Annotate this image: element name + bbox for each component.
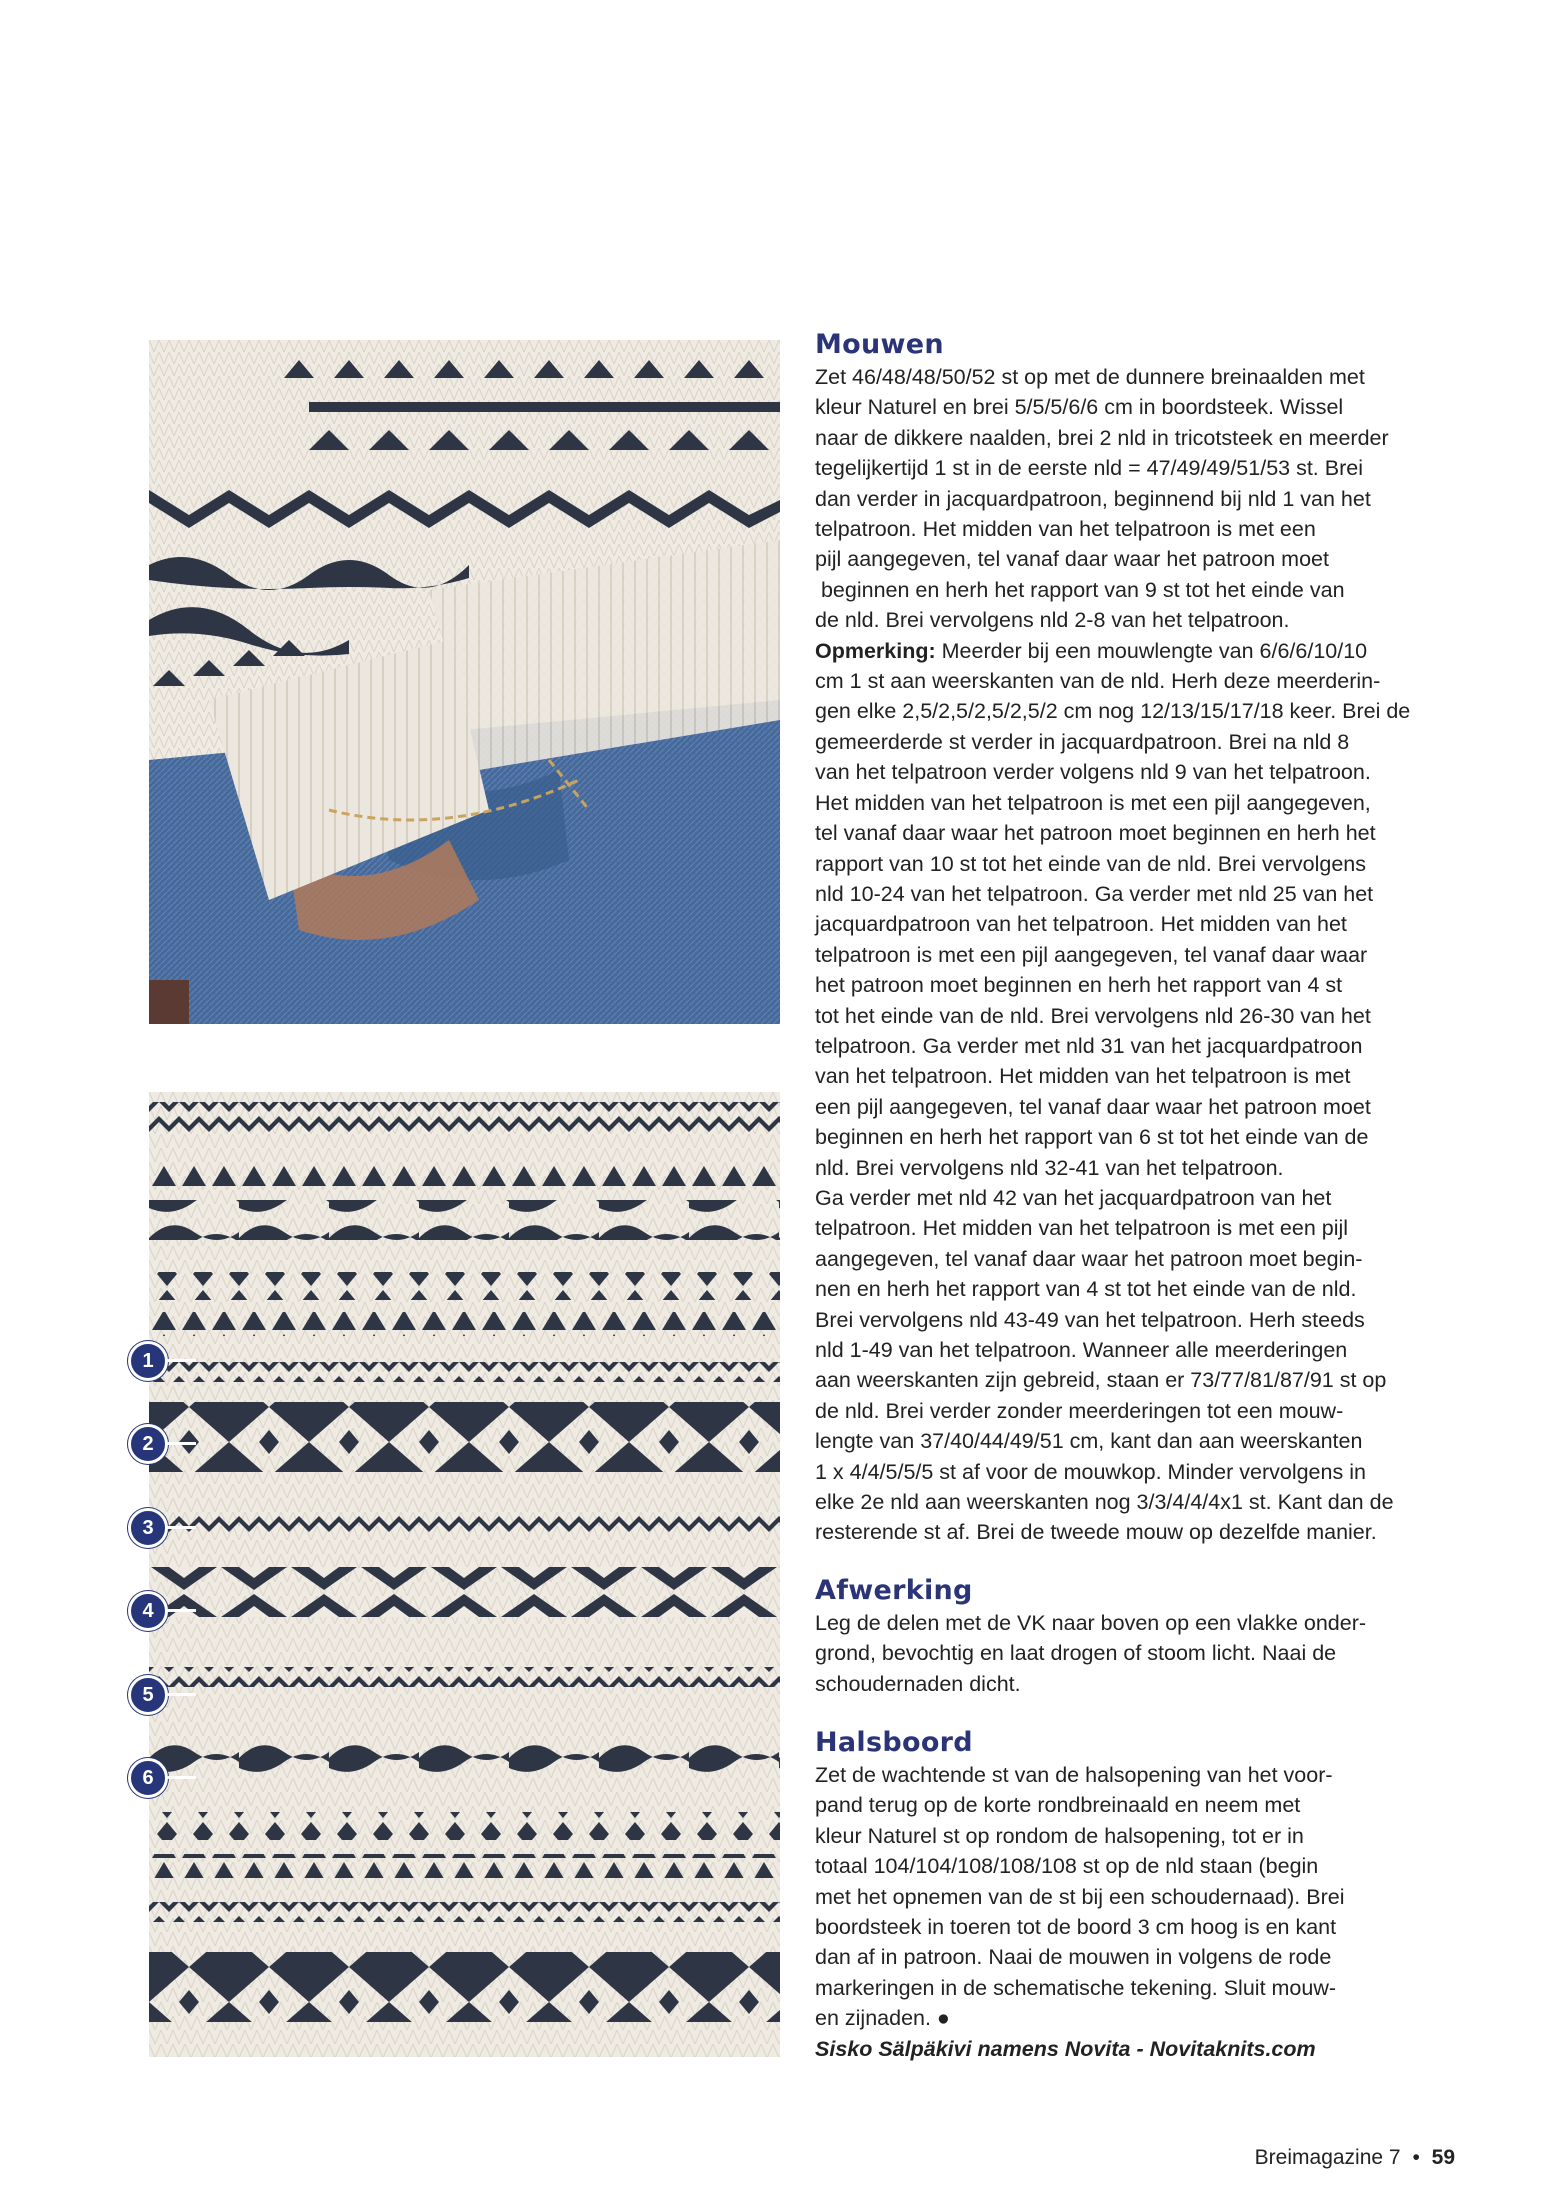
note-line: telpatroon. Ga verder met nld 31 van het jacquardpatroon <box>815 1033 1363 1058</box>
heading-halsboord: Halsboord <box>815 1727 973 1758</box>
mouwen-line: kleur Naturel en brei 5/5/5/6/6 cm in boordsteek. Wissel <box>815 395 1344 420</box>
note-line: Ga verder met nld 42 van het jacquardpatroon van het <box>815 1185 1332 1210</box>
note-line: nld. Brei vervolgens nld 32-41 van het telpatroon. <box>815 1155 1284 1180</box>
designer-credit: Sisko Sälpäkivi namens Novita - Novitaknits.com <box>815 2036 1316 2061</box>
halsboord-line: markeringen in de schematische tekening. Sluit mouw- <box>815 1975 1337 2000</box>
row-marker-1: 1 <box>128 1341 168 1381</box>
sweater-sleeve-illustration <box>149 340 780 1024</box>
note-line: 1 x 4/4/5/5/5 st af voor de mouwkop. Minder vervolgens in <box>815 1459 1366 1484</box>
note-first-line <box>815 636 1455 666</box>
section-mouwen <box>815 328 1455 1548</box>
note-line: beginnen en herh het rapport van 6 st tot het einde van de <box>815 1125 1369 1150</box>
fair-isle-pattern-illustration <box>149 1092 780 2057</box>
note-line: tot het einde van de nld. Brei vervolgens nld 26-30 van het <box>815 1003 1371 1028</box>
halsboord-line: en zijnaden. ● <box>815 2006 950 2031</box>
halsboord-line: pand terug op de korte rondbreinaald en neem met <box>815 1793 1301 1818</box>
mouwen-line: telpatroon. Het midden van het telpatroon is met een <box>815 517 1316 542</box>
halsboord-line: dan af in patroon. Naai de mouwen in volgens de rode <box>815 1945 1332 1970</box>
afwerking-line: grond, bevochtig en laat drogen of stoom licht. Naai de <box>815 1641 1337 1666</box>
marker-line-1 <box>166 1359 196 1362</box>
note-line: jacquardpatroon van het telpatroon. Het midden van het <box>815 912 1347 937</box>
note-line: van het telpatroon. Het midden van het telpatroon is met <box>815 1064 1351 1089</box>
marker-line-4 <box>166 1609 196 1612</box>
note-line: rapport van 10 st tot het einde van de nld. Brei vervolgens <box>815 851 1366 876</box>
marker-line-5 <box>166 1693 196 1696</box>
row-marker-4: 4 <box>128 1591 168 1631</box>
note-line: gen elke 2,5/2,5/2,5/2,5/2 cm nog 12/13/15/17/18 keer. Brei de <box>815 699 1411 724</box>
mouwen-line: beginnen en herh het rapport van 9 st tot het einde van <box>815 577 1345 602</box>
row-marker-6: 6 <box>128 1758 168 1798</box>
mouwen-line: tegelijkertijd 1 st in de eerste nld = 47/49/49/51/53 st. Brei <box>815 456 1363 481</box>
note-line: lengte van 37/40/44/49/51 cm, kant dan aan weerskanten <box>815 1429 1363 1454</box>
section-halsboord <box>815 1726 1455 2064</box>
magazine-name: Breimagazine 7 <box>1254 2146 1401 2169</box>
halsboord-line: boordsteek in toeren tot de boord 3 cm hoog is en kant <box>815 1915 1337 1940</box>
halsboord-line: Zet de wachtende st van de halsopening van het voor- <box>815 1763 1333 1787</box>
note-line: tel vanaf daar waar het patroon moet beginnen en herh het <box>815 821 1376 846</box>
row-marker-5: 5 <box>128 1675 168 1715</box>
note-line: het patroon moet beginnen en herh het rapport van 4 st <box>815 973 1343 998</box>
note-line: een pijl aangegeven, tel vanaf daar waar het patroon moet <box>815 1094 1371 1119</box>
marker-line-6 <box>166 1776 196 1779</box>
footer-separator: • <box>1412 2146 1420 2169</box>
note-line: de nld. Brei verder zonder meerderingen tot een mouw- <box>815 1398 1344 1423</box>
note-line: gemeerderde st verder in jacquardpatroon. Brei na nld 8 <box>815 729 1350 754</box>
halsboord-line: met het opnemen van de st bij een schoudernaad). Brei <box>815 1884 1345 1909</box>
halsboord-line: kleur Naturel st op rondom de halsopening, tot er in <box>815 1823 1304 1848</box>
note-line: nld 1-49 van het telpatroon. Wanneer alle meerderingen <box>815 1338 1348 1362</box>
row-marker-3: 3 <box>128 1508 168 1548</box>
mouwen-line: Zet 46/48/48/50/52 st op met de dunnere breinaalden met <box>815 365 1365 389</box>
note-line: Brei vervolgens nld 43-49 van het telpatroon. Herh steeds <box>815 1307 1365 1332</box>
note-line: Het midden van het telpatroon is met een pijl aangegeven, <box>815 790 1371 815</box>
page-footer <box>1215 2146 1455 2170</box>
note-line: nld 10-24 van het telpatroon. Ga verder met nld 25 van het <box>815 881 1374 906</box>
marker-line-2 <box>166 1442 196 1445</box>
note-line: resterende st af. Brei de tweede mouw op dezelfde manier. <box>815 1520 1377 1545</box>
mouwen-line: pijl aangegeven, tel vanaf daar waar het patroon moet <box>815 547 1329 572</box>
photo-sweater-sleeve-pocket <box>149 340 780 1024</box>
photo-fair-isle-closeup <box>149 1092 780 2057</box>
note-line: aan weerskanten zijn gebreid, staan er 73/77/81/87/91 st op <box>815 1368 1387 1393</box>
mouwen-line: naar de dikkere naalden, brei 2 nld in tricotsteek en meerder <box>815 425 1389 450</box>
page-number: 59 <box>1431 2146 1455 2169</box>
marker-line-3 <box>166 1526 196 1529</box>
note-label: Opmerking: <box>815 638 936 663</box>
afwerking-line: schoudernaden dicht. <box>815 1671 1021 1696</box>
note-line: nen en herh het rapport van 4 st tot het einde van de nld. <box>815 1277 1357 1302</box>
note-line: aangegeven, tel vanaf daar waar het patroon moet begin- <box>815 1246 1363 1271</box>
section-afwerking <box>815 1574 1455 1699</box>
note-line: elke 2e nld aan weerskanten nog 3/3/4/4/4x1 st. Kant dan de <box>815 1490 1394 1515</box>
note-line: van het telpatroon verder volgens nld 9 van het telpatroon. <box>815 760 1371 785</box>
note-line: cm 1 st aan weerskanten van de nld. Herh deze meerderin- <box>815 669 1381 694</box>
note-line: telpatroon is met een pijl aangegeven, tel vanaf daar waar <box>815 942 1368 967</box>
heading-afwerking: Afwerking <box>815 1575 973 1606</box>
row-marker-2: 2 <box>128 1424 168 1464</box>
afwerking-line: Leg de delen met de VK naar boven op een vlakke onder- <box>815 1611 1367 1635</box>
note-line: telpatroon. Het midden van het telpatroon is met een pijl <box>815 1216 1349 1241</box>
heading-mouwen: Mouwen <box>815 329 944 360</box>
mouwen-line: de nld. Brei vervolgens nld 2-8 van het telpatroon. <box>815 608 1290 633</box>
halsboord-line: totaal 104/104/108/108/108 st op de nld staan (begin <box>815 1854 1319 1879</box>
mouwen-line: dan verder in jacquardpatroon, beginnend bij nld 1 van het <box>815 486 1371 511</box>
note-text: Meerder bij een mouwlengte van 6/6/6/10/10 <box>935 638 1368 663</box>
